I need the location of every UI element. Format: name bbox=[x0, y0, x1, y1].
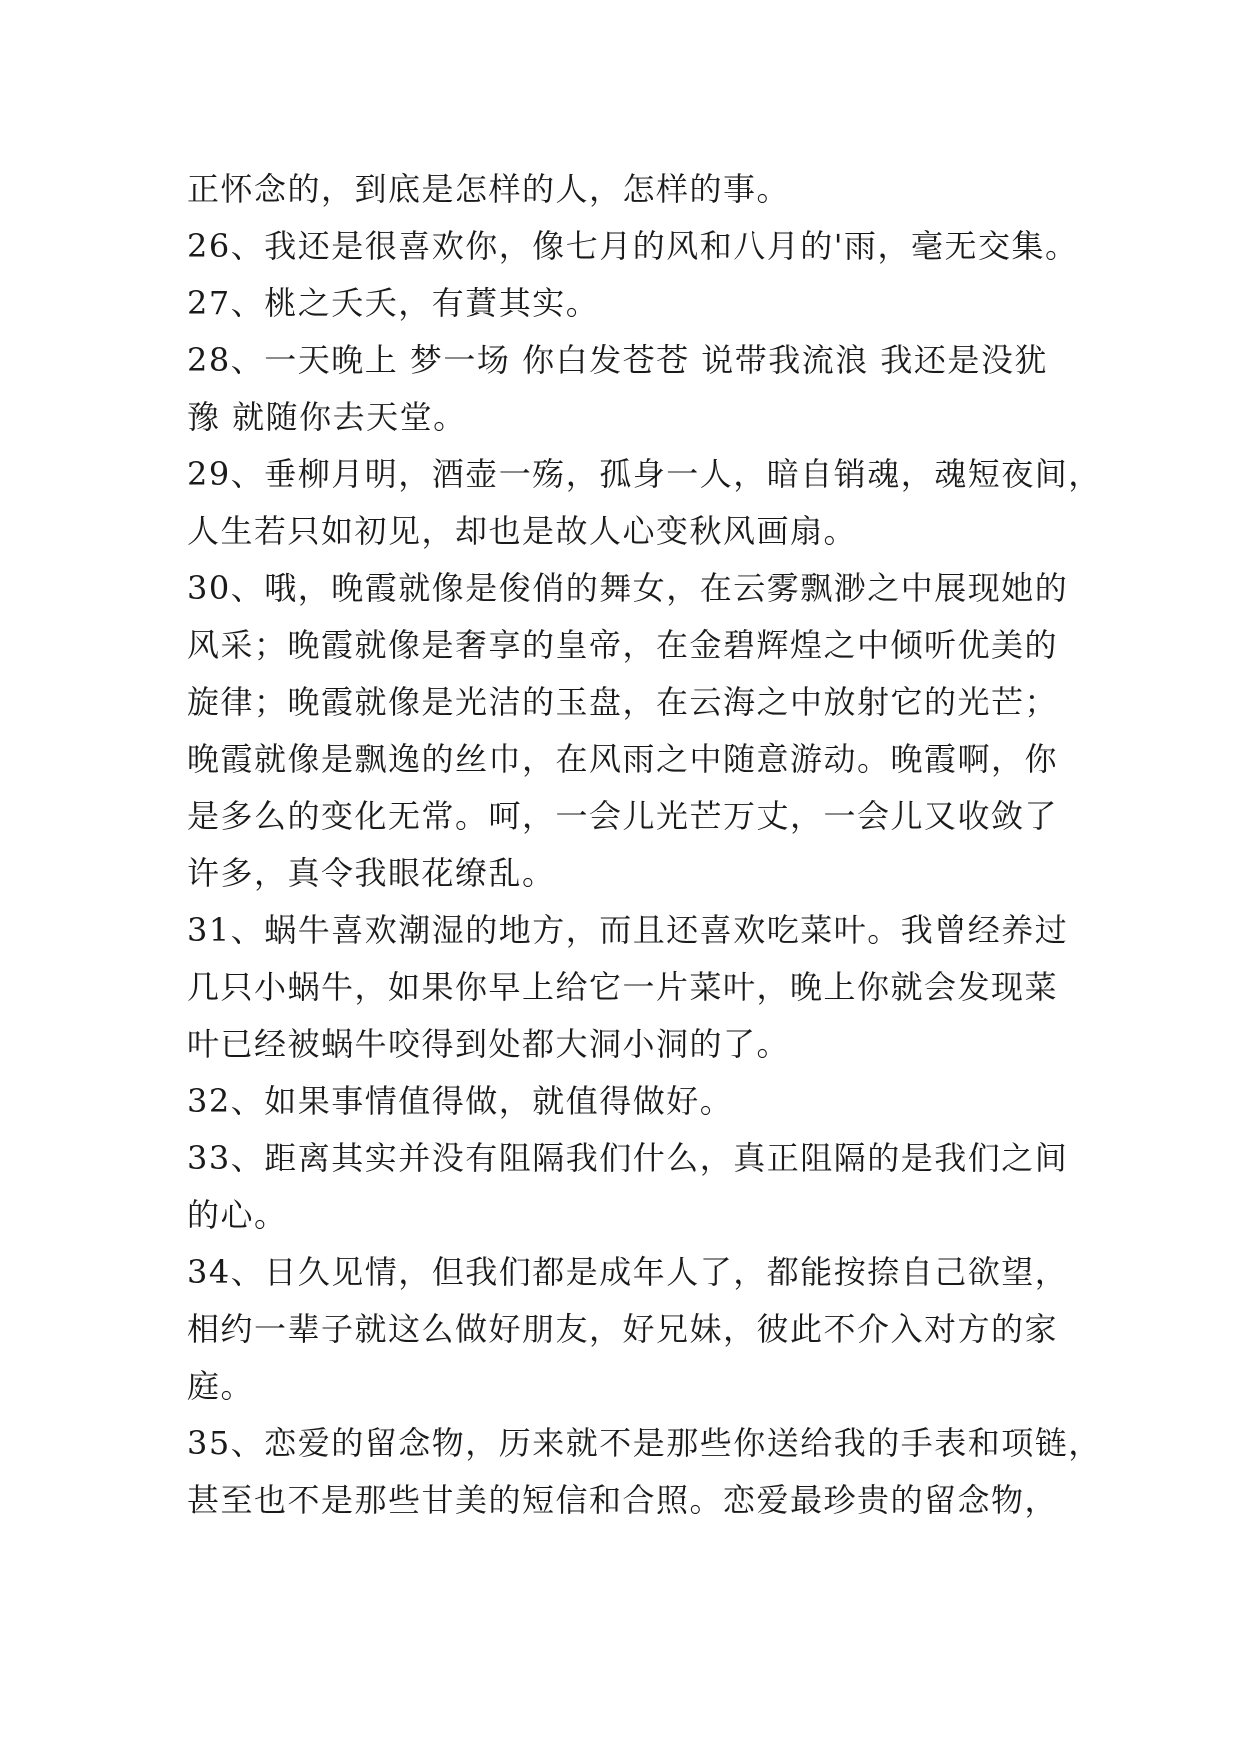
text-line: 是多么的变化无常。呵，一会儿光芒万丈，一会儿又收敛了 bbox=[187, 797, 1059, 835]
text-line: 晚霞就像是飘逸的丝巾，在风雨之中随意游动。晚霞啊，你 bbox=[187, 740, 1059, 778]
text-line: 许多，真令我眼花缭乱。 bbox=[187, 854, 556, 892]
text-line: 28、一天晚上 梦一场 你白发苍苍 说带我流浪 我还是没犹 bbox=[187, 341, 1048, 379]
text-line: 人生若只如初见，却也是故人心变秋风画扇。 bbox=[187, 512, 858, 550]
text-line: 31、蜗牛喜欢潮湿的地方，而且还喜欢吃菜叶。我曾经养过 bbox=[187, 911, 1069, 949]
text-line: 的心。 bbox=[187, 1196, 288, 1234]
text-line: 35、恋爱的留念物，历来就不是那些你送给我的手表和项链， bbox=[187, 1424, 1102, 1462]
text-line: 30、哦，晚霞就像是俊俏的舞女，在云雾飘渺之中展现她的 bbox=[187, 569, 1069, 607]
text-line: 旋律；晚霞就像是光洁的玉盘，在云海之中放射它的光芒； bbox=[187, 683, 1059, 721]
text-line: 相约一辈子就这么做好朋友，好兄妹，彼此不介入对方的家 bbox=[187, 1310, 1059, 1348]
text-line: 26、我还是很喜欢你，像七月的风和八月的'雨，毫无交集。 bbox=[187, 227, 1079, 265]
text-line: 34、日久见情，但我们都是成年人了，都能按捺自己欲望， bbox=[187, 1253, 1069, 1291]
text-line: 几只小蜗牛，如果你早上给它一片菜叶，晚上你就会发现菜 bbox=[187, 968, 1059, 1006]
text-line: 32、如果事情值得做，就值得做好。 bbox=[187, 1082, 734, 1120]
text-line: 叶已经被蜗牛咬得到处都大洞小洞的了。 bbox=[187, 1025, 791, 1063]
text-line: 豫 就随你去天堂。 bbox=[187, 398, 467, 436]
text-line: 风采；晚霞就像是奢享的皇帝，在金碧辉煌之中倾听优美的 bbox=[187, 626, 1059, 664]
text-line: 庭。 bbox=[187, 1367, 255, 1405]
text-line: 27、桃之夭夭，有蕡其实。 bbox=[187, 284, 600, 322]
document-body bbox=[187, 161, 1102, 1529]
text-line: 29、垂柳月明，酒壶一殇，孤身一人，暗自销魂，魂短夜间， bbox=[187, 455, 1102, 493]
text-line: 甚至也不是那些甘美的短信和合照。恋爱最珍贵的留念物， bbox=[187, 1481, 1059, 1519]
text-line: 33、距离其实并没有阻隔我们什么，真正阻隔的是我们之间 bbox=[187, 1139, 1069, 1177]
text-line: 正怀念的，到底是怎样的人，怎样的事。 bbox=[187, 170, 791, 208]
